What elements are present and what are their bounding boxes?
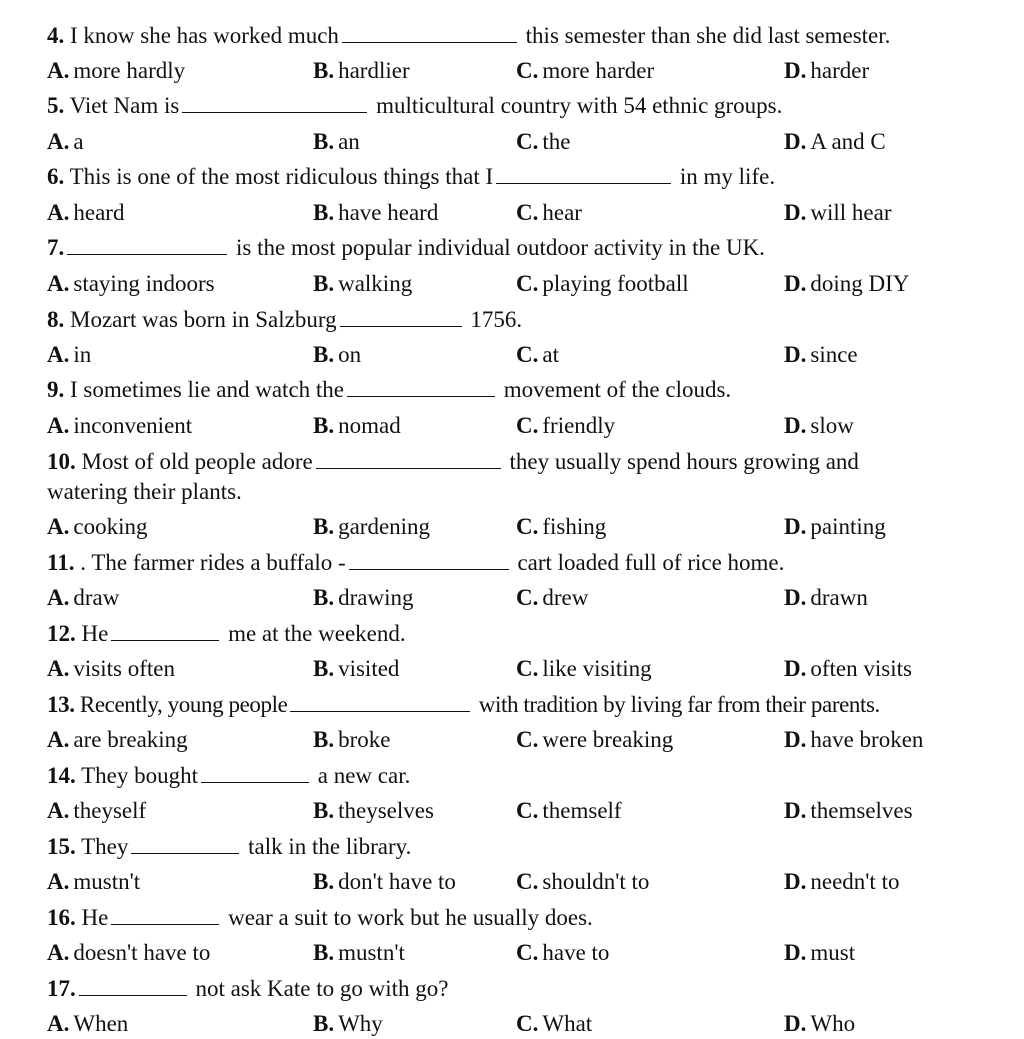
option-a [47, 584, 119, 611]
option-letter: C. [516, 129, 539, 154]
answer-blank [79, 977, 187, 996]
option-letter: B. [313, 413, 335, 438]
option-text: have broken [810, 727, 924, 752]
question-16 [47, 904, 1020, 931]
question-text: with tradition by living far from their parents. [478, 692, 880, 717]
option-d [784, 868, 899, 895]
option-b [313, 270, 412, 297]
option-text: drawing [338, 585, 414, 610]
option-text: walking [338, 271, 413, 296]
question-number: 16. [47, 905, 76, 930]
option-letter: B. [313, 798, 335, 823]
option-a [47, 1010, 128, 1037]
option-letter: A. [47, 200, 70, 225]
option-text: What [542, 1011, 593, 1036]
option-c [516, 128, 570, 155]
option-letter: D. [784, 656, 807, 681]
option-letter: C. [516, 413, 539, 438]
option-letter: C. [516, 200, 539, 225]
question-text: a new car. [317, 763, 411, 788]
option-d [784, 128, 886, 155]
option-letter: D. [784, 940, 807, 965]
question-12 [47, 620, 1020, 647]
option-c [516, 270, 689, 297]
option-text: more hardly [73, 58, 186, 83]
question-4 [47, 22, 1020, 49]
option-letter: C. [516, 1011, 539, 1036]
option-text: are breaking [73, 727, 188, 752]
option-text: staying indoors [73, 271, 215, 296]
option-b [313, 57, 410, 84]
option-text: theyself [73, 798, 147, 823]
option-d [784, 726, 923, 753]
answer-blank [496, 165, 671, 184]
option-d [784, 57, 869, 84]
option-text: broke [338, 727, 391, 752]
option-text: an [338, 129, 360, 154]
option-letter: A. [47, 271, 70, 296]
option-letter: B. [313, 869, 335, 894]
option-a [47, 939, 210, 966]
option-text: don't have to [338, 869, 456, 894]
option-text: since [810, 342, 858, 367]
option-text: playing football [542, 271, 689, 296]
option-letter: A. [47, 514, 70, 539]
option-d [784, 513, 886, 540]
question-9 [47, 376, 1020, 403]
option-letter: C. [516, 940, 539, 965]
option-letter: B. [313, 727, 335, 752]
option-text: A and C [810, 129, 886, 154]
option-text: like visiting [542, 656, 652, 681]
option-b [313, 655, 399, 682]
question-text: He [81, 621, 109, 646]
option-text: theyselves [338, 798, 434, 823]
option-letter: D. [784, 798, 807, 823]
option-text: hear [542, 200, 582, 225]
question-text: they usually spend hours growing and [509, 449, 859, 474]
option-letter: D. [784, 129, 807, 154]
question-text: He [81, 905, 109, 930]
answer-blank [111, 622, 219, 641]
question-text: me at the weekend. [228, 621, 406, 646]
option-text: doing DIY [810, 271, 910, 296]
option-letter: B. [313, 514, 335, 539]
question-14 [47, 762, 1020, 789]
question-number: 11. [47, 550, 75, 575]
option-c [516, 1010, 592, 1037]
option-a [47, 128, 84, 155]
option-d [784, 199, 891, 226]
answer-blank [111, 906, 219, 925]
option-text: needn't to [810, 869, 900, 894]
option-d [784, 412, 854, 439]
question-number: 10. [47, 449, 76, 474]
option-letter: D. [784, 514, 807, 539]
question-number: 7. [47, 235, 65, 260]
option-letter: A. [47, 1011, 70, 1036]
question-number: 13. [47, 692, 75, 717]
option-letter: C. [516, 271, 539, 296]
question-text: They [81, 834, 129, 859]
option-a [47, 341, 91, 368]
option-c [516, 513, 606, 540]
option-b [313, 868, 456, 895]
question-number: 5. [47, 93, 65, 118]
question-text: cart loaded full of rice home. [517, 550, 785, 575]
question-text: This is one of the most ridiculous things that I [69, 164, 494, 189]
option-letter: A. [47, 869, 70, 894]
question-5 [47, 92, 1020, 119]
option-d [784, 341, 858, 368]
option-letter: A. [47, 342, 70, 367]
option-b [313, 797, 434, 824]
question-text: Viet Nam is [69, 93, 180, 118]
option-text: visited [338, 656, 400, 681]
option-text: drew [542, 585, 589, 610]
question-text: Most of old people adore [81, 449, 313, 474]
option-text: Why [338, 1011, 383, 1036]
answer-blank [349, 551, 509, 570]
option-b [313, 199, 438, 226]
option-c [516, 726, 673, 753]
question-text: They bought [81, 763, 198, 788]
option-b [313, 341, 361, 368]
option-letter: C. [516, 727, 539, 752]
question-text: watering their plants. [47, 479, 242, 504]
option-text: will hear [810, 200, 892, 225]
option-letter: D. [784, 413, 807, 438]
option-letter: C. [516, 514, 539, 539]
option-c [516, 939, 609, 966]
option-c [516, 412, 615, 439]
option-letter: B. [313, 58, 335, 83]
option-text: in [73, 342, 92, 367]
option-letter: A. [47, 413, 70, 438]
option-text: fishing [542, 514, 607, 539]
option-letter: C. [516, 656, 539, 681]
option-a [47, 513, 147, 540]
option-letter: C. [516, 342, 539, 367]
option-text: a [73, 129, 84, 154]
question-17 [47, 975, 1020, 1002]
answer-blank [182, 94, 367, 113]
option-text: themself [542, 798, 622, 823]
option-d [784, 584, 868, 611]
option-text: have heard [338, 200, 439, 225]
option-letter: C. [516, 58, 539, 83]
question-number: 14. [47, 763, 76, 788]
question-15 [47, 833, 1020, 860]
option-letter: B. [313, 585, 335, 610]
option-text: gardening [338, 514, 431, 539]
option-b [313, 513, 430, 540]
option-d [784, 939, 855, 966]
question-number: 4. [47, 23, 65, 48]
answer-blank [67, 236, 227, 255]
option-text: the [542, 129, 571, 154]
option-text: inconvenient [73, 413, 193, 438]
question-text: in my life. [679, 164, 776, 189]
option-text: have to [542, 940, 610, 965]
option-letter: C. [516, 869, 539, 894]
option-text: themselves [810, 798, 913, 823]
question-10-continued [47, 478, 1020, 505]
question-text: 1756. [470, 307, 523, 332]
option-a [47, 726, 188, 753]
option-a [47, 868, 140, 895]
option-letter: D. [784, 727, 807, 752]
question-text: Mozart was born in Salzburg [70, 307, 337, 332]
option-text: hardlier [338, 58, 410, 83]
option-letter: B. [313, 342, 335, 367]
question-10 [47, 448, 1020, 475]
option-b [313, 939, 405, 966]
answer-blank [201, 764, 309, 783]
option-letter: C. [516, 585, 539, 610]
option-letter: D. [784, 1011, 807, 1036]
option-a [47, 199, 124, 226]
option-a [47, 797, 146, 824]
option-letter: A. [47, 585, 70, 610]
option-letter: B. [313, 1011, 335, 1036]
option-c [516, 655, 652, 682]
option-text: doesn't have to [73, 940, 211, 965]
option-letter: D. [784, 585, 807, 610]
option-d [784, 797, 913, 824]
option-text: visits often [73, 656, 175, 681]
option-letter: A. [47, 798, 70, 823]
question-number: 9. [47, 377, 65, 402]
option-letter: D. [784, 271, 807, 296]
answer-blank [347, 378, 495, 397]
option-a [47, 412, 192, 439]
option-letter: A. [47, 940, 70, 965]
option-c [516, 199, 582, 226]
option-letter: B. [313, 200, 335, 225]
question-8 [47, 306, 1020, 333]
option-text: Who [810, 1011, 856, 1036]
question-text: talk in the library. [248, 834, 412, 859]
option-letter: D. [784, 58, 807, 83]
option-letter: D. [784, 869, 807, 894]
question-number: 6. [47, 164, 65, 189]
option-letter: C. [516, 798, 539, 823]
question-number: 12. [47, 621, 76, 646]
question-text: not ask Kate to go with go? [195, 976, 449, 1001]
option-text: friendly [542, 413, 616, 438]
option-text: draw [73, 585, 120, 610]
question-11 [47, 549, 1020, 576]
answer-blank [340, 308, 462, 327]
option-text: mustn't [73, 869, 141, 894]
option-letter: B. [313, 940, 335, 965]
question-number: 8. [47, 307, 65, 332]
option-text: mustn't [338, 940, 405, 965]
option-text: on [338, 342, 362, 367]
option-text: more harder [542, 58, 655, 83]
answer-blank [342, 24, 517, 43]
question-6 [47, 163, 1020, 190]
option-text: cooking [73, 514, 148, 539]
option-d [784, 1010, 855, 1037]
option-b [313, 726, 390, 753]
option-letter: A. [47, 656, 70, 681]
option-b [313, 128, 360, 155]
option-letter: B. [313, 129, 335, 154]
question-13 [47, 691, 1020, 718]
question-text: is the most popular individual outdoor activity in the UK. [236, 235, 765, 260]
option-a [47, 655, 175, 682]
answer-blank [316, 450, 501, 469]
option-b [313, 584, 413, 611]
question-text: I sometimes lie and watch the [70, 377, 345, 402]
option-d [784, 655, 912, 682]
option-text: nomad [338, 413, 401, 438]
question-7 [47, 234, 1020, 261]
option-b [313, 1010, 383, 1037]
option-c [516, 341, 559, 368]
option-text: often visits [810, 656, 912, 681]
option-letter: B. [313, 271, 335, 296]
option-letter: A. [47, 58, 70, 83]
option-text: When [73, 1011, 129, 1036]
option-a [47, 270, 215, 297]
question-text: wear a suit to work but he usually does. [228, 905, 593, 930]
question-text: I know she has worked much [70, 23, 339, 48]
option-text: heard [73, 200, 125, 225]
option-text: were breaking [542, 727, 674, 752]
question-text: . The farmer rides a buffalo - [80, 550, 346, 575]
option-text: shouldn't to [542, 869, 650, 894]
question-text: multicultural country with 54 ethnic groups. [376, 93, 783, 118]
question-text: movement of the clouds. [503, 377, 732, 402]
question-text: this semester than she did last semester. [525, 23, 891, 48]
option-d [784, 270, 909, 297]
question-number: 17. [47, 976, 76, 1001]
answer-blank [290, 693, 470, 712]
question-text: Recently, young people [79, 692, 288, 717]
option-c [516, 57, 654, 84]
option-letter: A. [47, 129, 70, 154]
option-letter: B. [313, 656, 335, 681]
option-text: at [542, 342, 559, 367]
option-text: drawn [810, 585, 868, 610]
option-c [516, 584, 588, 611]
option-text: painting [810, 514, 886, 539]
option-text: harder [810, 58, 870, 83]
option-b [313, 412, 401, 439]
option-letter: D. [784, 200, 807, 225]
answer-blank [131, 835, 239, 854]
option-c [516, 868, 649, 895]
question-number: 15. [47, 834, 76, 859]
option-c [516, 797, 622, 824]
option-letter: D. [784, 342, 807, 367]
option-text: slow [810, 413, 854, 438]
option-text: must [810, 940, 856, 965]
option-letter: A. [47, 727, 70, 752]
option-a [47, 57, 185, 84]
